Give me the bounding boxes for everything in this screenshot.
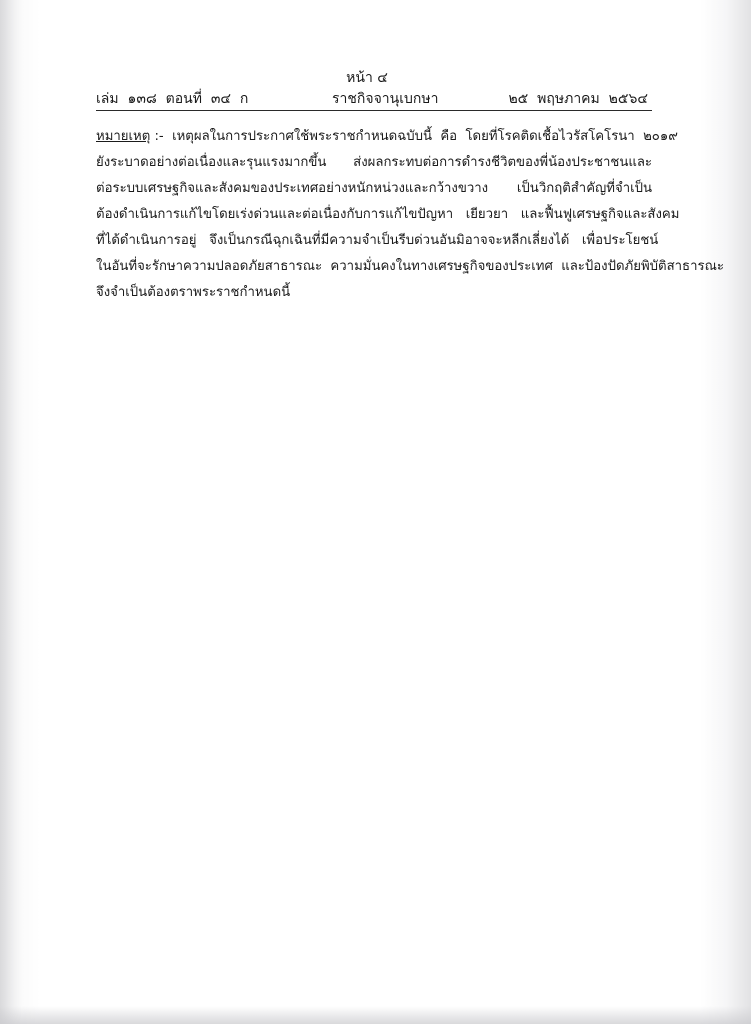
gazette-header: [96, 68, 652, 111]
remark-label: หมายเหตุ: [96, 129, 151, 144]
page-shadow: [0, 1006, 751, 1024]
remark-line-1-text: :- เหตุผลในการประกาศใช้พระราชกำหนดฉบับนี้ คือ โดยที่โรคติดเชื้อไวรัสโคโรนา ๒๐๑๙: [150, 129, 678, 144]
gazette-title: ราชกิจจานุเบกษา: [332, 91, 439, 107]
remark-paragraph: [96, 124, 724, 306]
header-row: [96, 88, 652, 111]
publication-date: ๒๕ พฤษภาคม ๒๕๖๔: [508, 91, 648, 107]
page-number: หน้า ๔: [346, 70, 388, 86]
remark-line-7: จึงจำเป็นต้องตราพระราชกำหนดนี้: [96, 285, 291, 300]
remark-line-2: ยังระบาดอย่างต่อเนื่องและรุนแรงมากขึ้น ส่งผลกระทบต่อการดำรงชีวิตของพี่น้องประชาชนและ: [96, 155, 652, 170]
remark-line-3: ต่อระบบเศรษฐกิจและสังคมของประเทศอย่างหนักหน่วงและกว้างขวาง เป็นวิกฤติสำคัญที่จำเป็น: [96, 181, 652, 196]
remark-line-5: ที่ได้ดำเนินการอยู่ จึงเป็นกรณีฉุกเฉินที่มีความจำเป็นรีบด่วนอันมิอาจจะหลีกเลี่ยงได้ เพื่อประโยชน์: [96, 233, 659, 248]
volume-issue: เล่ม ๑๓๘ ตอนที่ ๓๔ ก: [96, 91, 249, 107]
remark-line-4: ต้องดำเนินการแก้ไขโดยเร่งด่วนและต่อเนื่องกับการแก้ไขปัญหา เยียวยา และฟื้นฟูเศรษฐกิจและสังคม: [96, 207, 680, 222]
remark-line-1: [96, 124, 678, 150]
remark-line-6: ในอันที่จะรักษาความปลอดภัยสาธารณะ ความมั่นคงในทางเศรษฐกิจของประเทศ และป้องปัดภัยพิบัติสาธารณะ: [96, 259, 724, 274]
